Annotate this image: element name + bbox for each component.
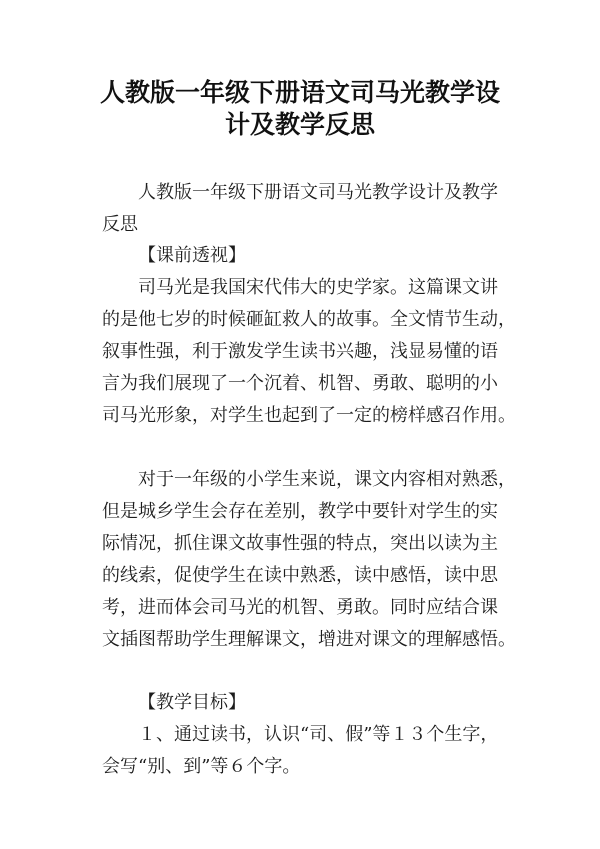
objective-item-continued: 会写“别、到”等６个字。	[102, 756, 301, 777]
body-line: 考，进而体会司马光的机智、勇敢。同时应结合课	[102, 597, 498, 618]
body-line: 文插图帮助学生理解课文，增进对课文的理解感悟。	[102, 629, 516, 650]
body-line: 但是城乡学生会存在差别，教学中要针对学生的实	[102, 501, 498, 522]
body-line: 司马光是我国宋代伟大的史学家。这篇课文讲	[138, 277, 498, 298]
body-line: 人教版一年级下册语文司马光教学设计及教学	[138, 182, 498, 203]
body-line: 际情况，抓住课文故事性强的特点，突出以读为主	[102, 533, 498, 554]
body-line: 的是他七岁的时候砸缸救人的故事。全文情节生动，	[102, 309, 516, 330]
body-line: 司马光形象，对学生也起到了一定的榜样感召作用。	[102, 405, 516, 426]
document-title-line-1: 人教版一年级下册语文司马光教学设	[99, 78, 500, 107]
body-line: 的线索，促使学生在读中熟悉，读中感悟，读中思	[102, 565, 498, 586]
section-heading-objectives: 【教学目标】	[138, 692, 246, 713]
objective-item: １、通过读书，认识“司、假”等１３个生字，	[138, 724, 499, 745]
body-line: 言为我们展现了一个沉着、机智、勇敢、聪明的小	[102, 373, 498, 394]
document-title-line-2: 计及教学反思	[224, 110, 375, 139]
body-line: 反思	[102, 214, 138, 235]
body-line: 对于一年级的小学生来说，课文内容相对熟悉，	[138, 469, 516, 490]
section-heading-preview: 【课前透视】	[138, 245, 246, 266]
body-line: 叙事性强，利于激发学生读书兴趣，浅显易懂的语	[102, 341, 498, 362]
